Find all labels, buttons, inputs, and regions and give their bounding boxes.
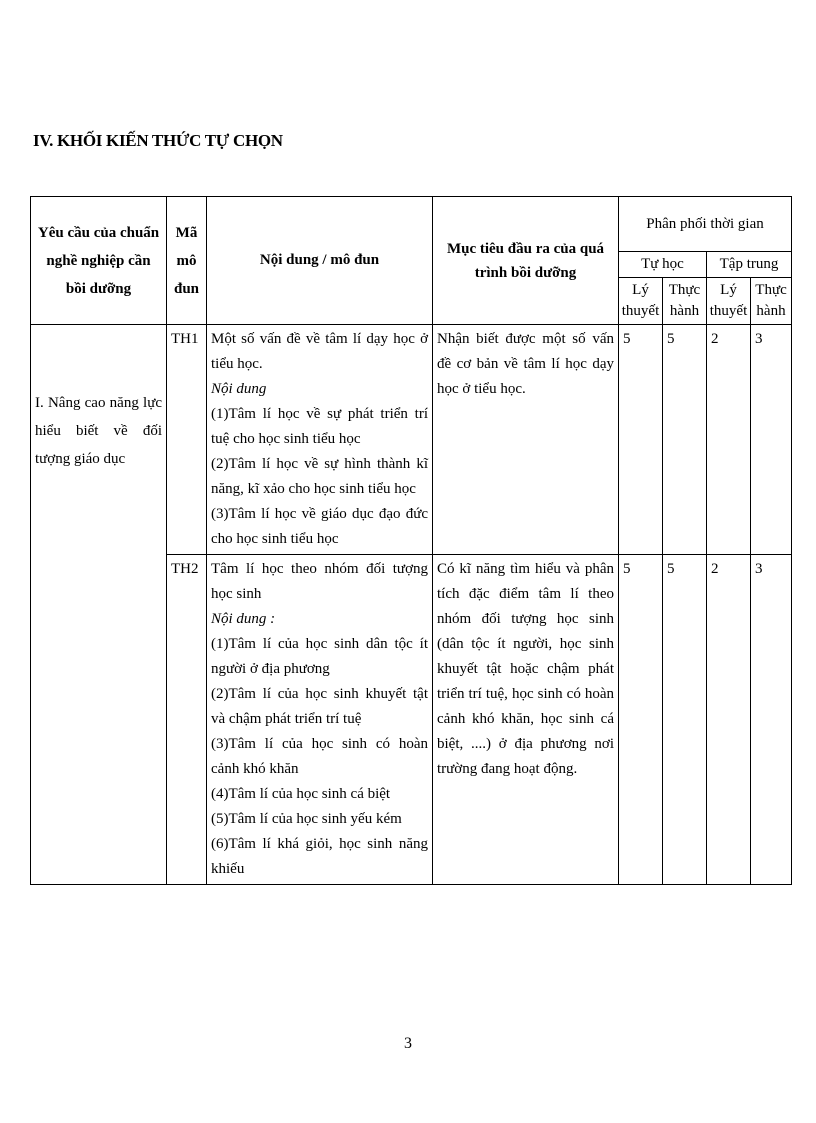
content-item: (5)Tâm lí của học sinh yếu kém: [211, 811, 402, 827]
module-code: TH1: [167, 325, 207, 555]
module-objective: Có kĩ năng tìm hiểu và phân tích đặc điểm tâm lí theo nhóm đối tượng học sinh (dân tộc ít người, học sinh khuyết tật hoặc chậm phát triển trí tuệ, học sinh có hoàn cảnh khó khăn, học sinh cá biệt, ....) ở địa phương nơi trường đang hoạt động.: [433, 555, 619, 885]
group-requirement: I. Nâng cao năng lực hiểu biết về đối tượng giáo dục: [31, 325, 167, 885]
section-title: IV. KHỐI KIẾN THỨC TỰ CHỌN: [33, 131, 283, 150]
header-row-1: [31, 197, 792, 252]
content-item: (4)Tâm lí của học sinh cá biệt: [211, 786, 391, 802]
module-content: [207, 555, 433, 885]
content-item: (1)Tâm lí của học sinh dân tộc ít người ở địa phương: [211, 636, 428, 677]
concentrated-theory-hours: 2: [707, 555, 751, 885]
header-theory-1: Lý thuyết: [619, 278, 663, 325]
header-theory-2: Lý thuyết: [707, 278, 751, 325]
concentrated-practice-hours: 3: [751, 325, 792, 555]
module-objective: Nhận biết được một số vấn đề cơ bản về tâm lí học dạy học ở tiểu học.: [433, 325, 619, 555]
module-code: TH2: [167, 555, 207, 885]
header-practice-2: Thực hành: [751, 278, 792, 325]
content-item: (6)Tâm lí khá giỏi, học sinh năng khiếu: [211, 836, 428, 877]
content-item: (2)Tâm lí học về sự hình thành kĩ năng, kĩ xảo cho học sinh tiểu học: [211, 456, 428, 497]
concentrated-practice-hours: 3: [751, 555, 792, 885]
content-item: (2)Tâm lí của học sinh khuyết tật và chậm phát triển trí tuệ: [211, 686, 428, 727]
header-self-study: Tự học: [619, 252, 707, 278]
header-requirement: Yêu cầu của chuẩn nghề nghiệp cần bồi dưỡng: [31, 197, 167, 325]
content-item: (3)Tâm lí của học sinh có hoàn cảnh khó khăn: [211, 736, 428, 777]
module-title: Một số vấn đề về tâm lí dạy học ở tiểu học.: [211, 331, 428, 372]
module-content: [207, 325, 433, 555]
curriculum-table: [30, 196, 792, 885]
self-practice-hours: 5: [663, 555, 707, 885]
self-practice-hours: 5: [663, 325, 707, 555]
concentrated-theory-hours: 2: [707, 325, 751, 555]
header-time-distribution: Phân phối thời gian: [619, 197, 792, 252]
header-concentrated: Tập trung: [707, 252, 792, 278]
header-code: Mã mô đun: [167, 197, 207, 325]
content-label: Nội dung :: [211, 611, 276, 627]
table-row: [31, 325, 792, 555]
header-objective: Mục tiêu đầu ra của quá trình bồi dưỡng: [433, 197, 619, 325]
content-item: (1)Tâm lí học về sự phát triển trí tuệ cho học sinh tiểu học: [211, 406, 428, 447]
page-number: 3: [404, 1035, 412, 1052]
content-item: (3)Tâm lí học về giáo dục đạo đức cho học sinh tiểu học: [211, 506, 428, 547]
self-theory-hours: 5: [619, 555, 663, 885]
header-content: Nội dung / mô đun: [207, 197, 433, 325]
self-theory-hours: 5: [619, 325, 663, 555]
header-practice-1: Thực hành: [663, 278, 707, 325]
module-title: Tâm lí học theo nhóm đối tượng học sinh: [211, 561, 428, 602]
content-label: Nội dung: [211, 381, 267, 397]
